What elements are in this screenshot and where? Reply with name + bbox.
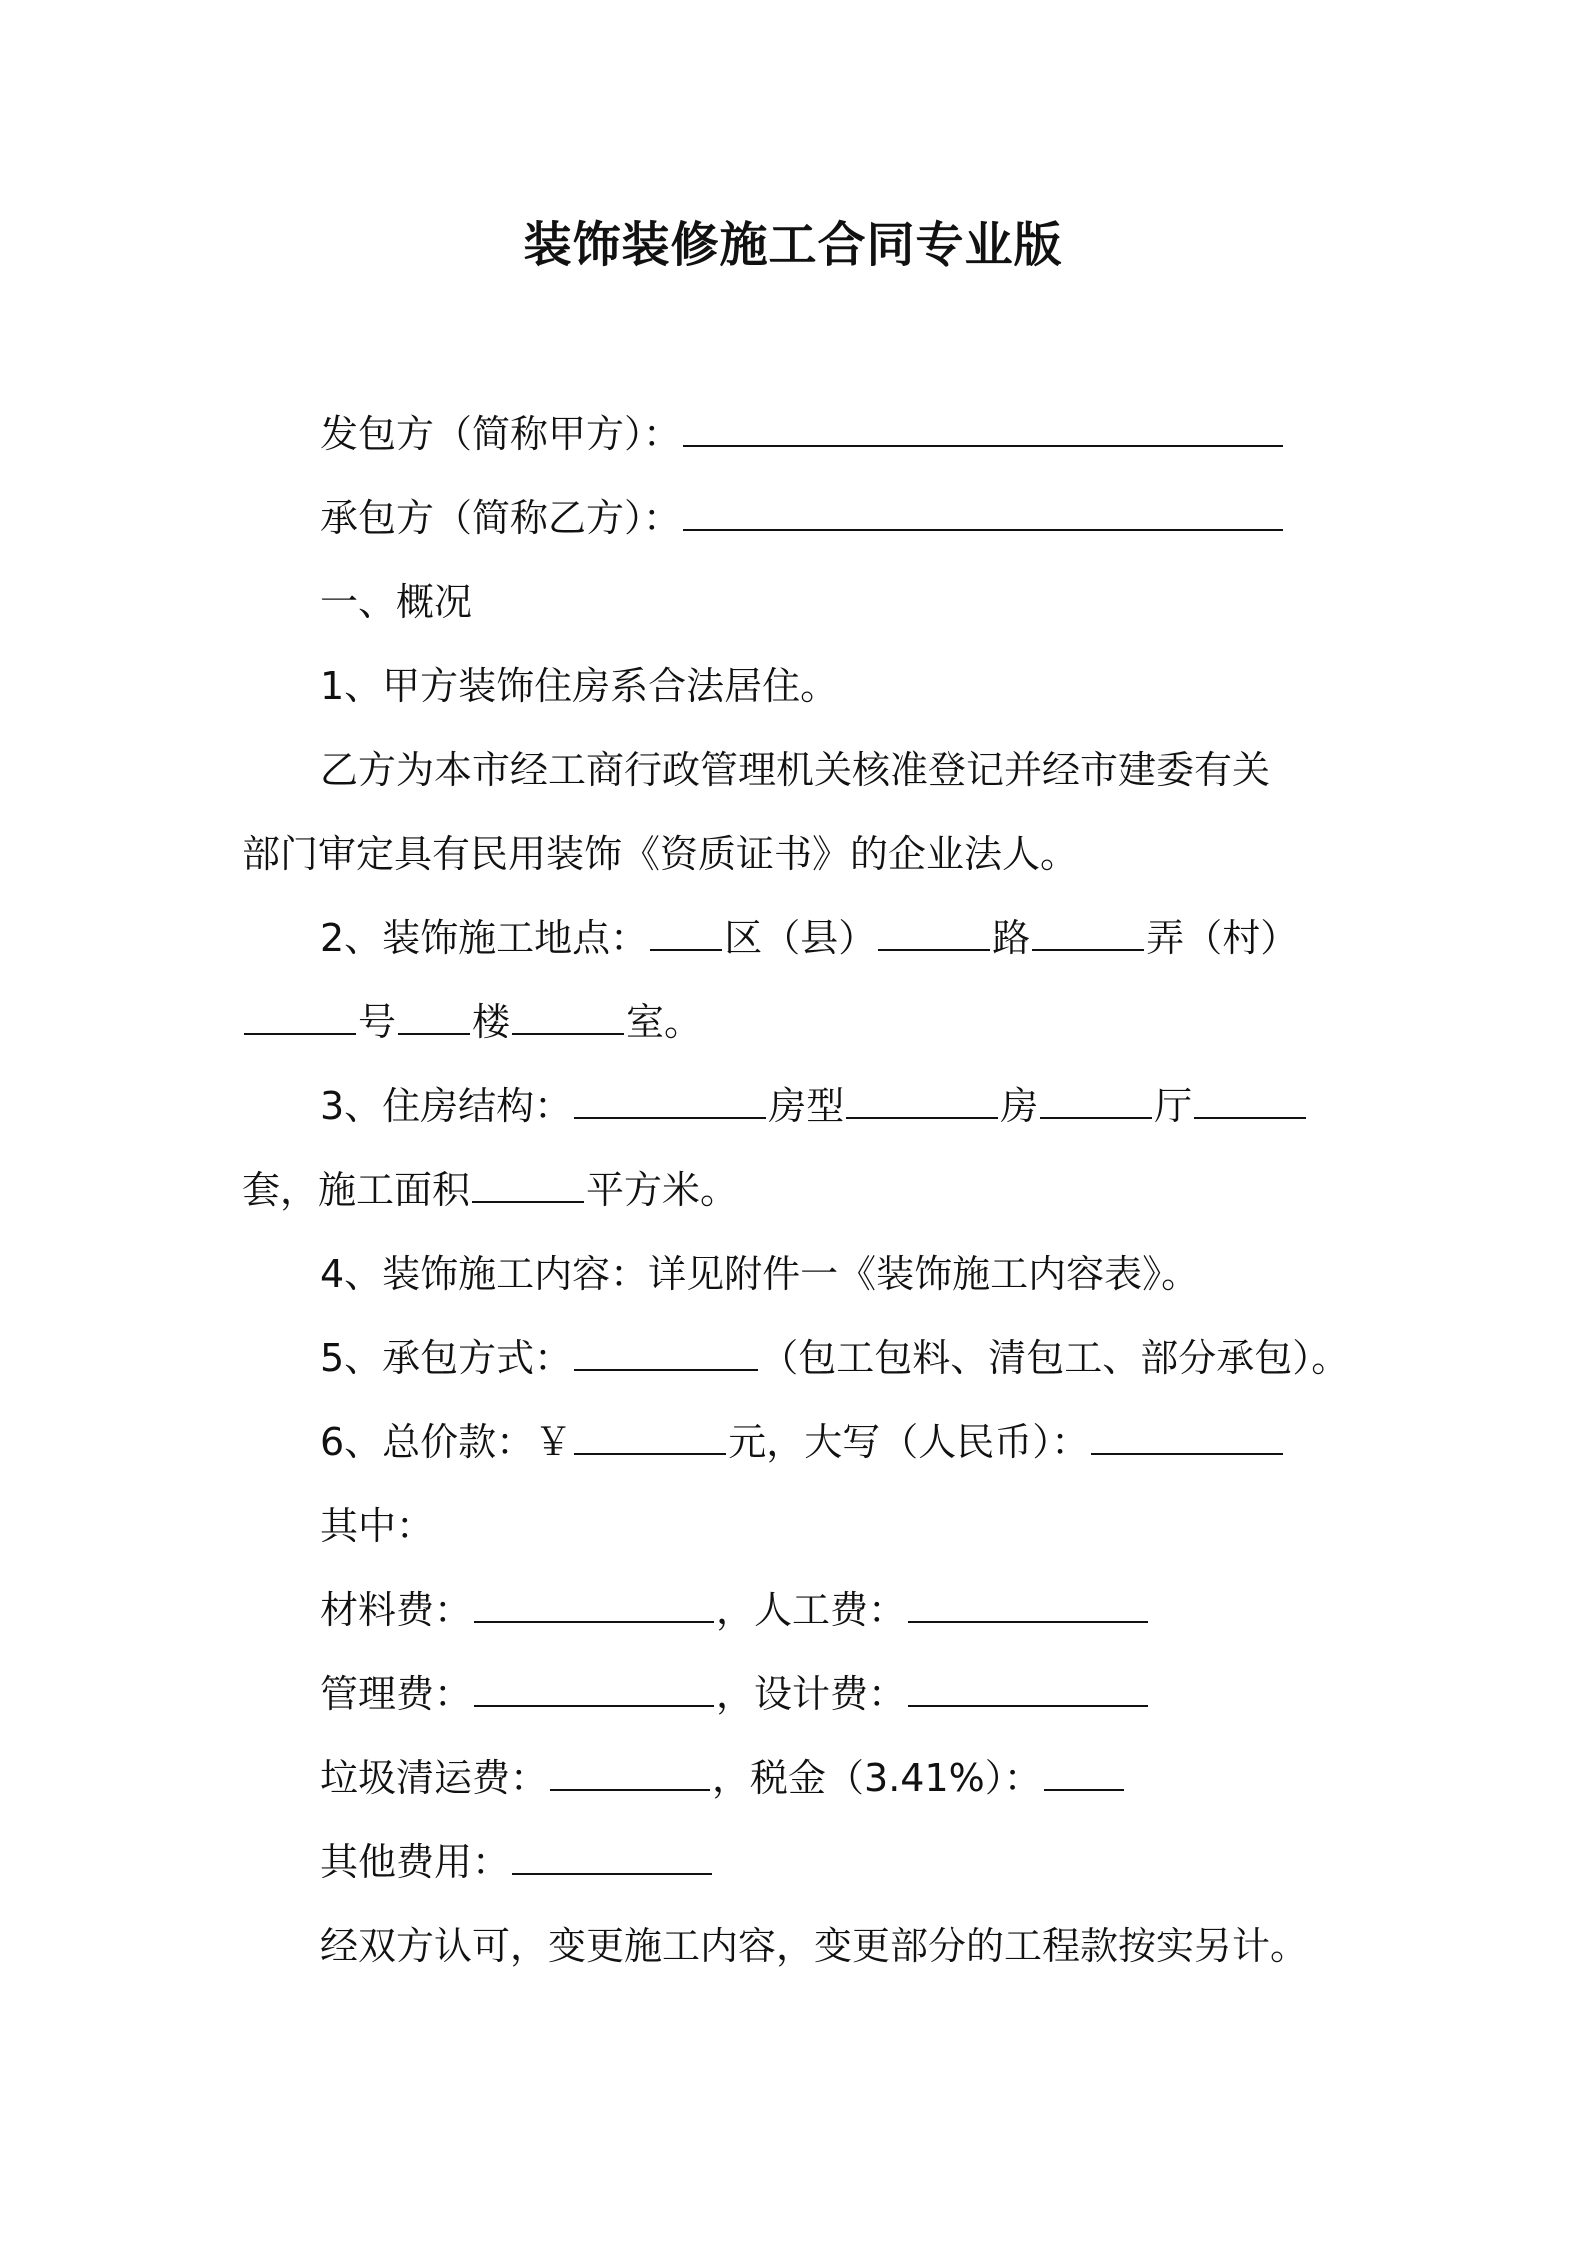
among-label: 其中：: [320, 1504, 435, 1548]
district-label: 区（县）: [724, 916, 877, 960]
item-2-line1: [320, 910, 1298, 966]
item-5-prefix: 5、承包方式：: [320, 1336, 573, 1380]
number-label: 号: [358, 1000, 397, 1044]
structure-blank[interactable]: [574, 1085, 766, 1119]
area-blank[interactable]: [472, 1169, 584, 1203]
item-2-line2: [242, 994, 702, 1050]
material-blank[interactable]: [474, 1589, 714, 1623]
halls-blank[interactable]: [1194, 1085, 1306, 1119]
material-label: 材料费：: [320, 1588, 473, 1632]
party-b-line: [320, 490, 1285, 546]
total-price-blank[interactable]: [574, 1421, 726, 1455]
party-a-label: 发包方（简称甲方）：: [320, 412, 682, 456]
management-design-line: [320, 1666, 1150, 1722]
party-a-line: [320, 406, 1285, 462]
item-3-line1: [320, 1078, 1308, 1134]
design-label: ，设计费：: [716, 1672, 907, 1716]
sets-label: 套，施工面积: [242, 1168, 471, 1212]
management-blank[interactable]: [474, 1673, 714, 1707]
para-b-line1: 乙方为本市经工商行政管理机关核准登记并经市建委有关: [320, 748, 1271, 792]
road-label: 路: [992, 916, 1031, 960]
contract-mode-blank[interactable]: [574, 1337, 758, 1371]
design-blank[interactable]: [908, 1673, 1148, 1707]
item-4: 4、装饰施工内容：详见附件一《装饰施工内容表》。: [320, 1252, 1200, 1296]
item-1: 1、甲方装饰住房系合法居住。: [320, 664, 839, 708]
number-blank[interactable]: [244, 1001, 356, 1035]
labor-label: ，人工费：: [716, 1588, 907, 1632]
waste-blank[interactable]: [550, 1757, 710, 1791]
room-label: 室。: [626, 1000, 703, 1044]
closing-paragraph: 经双方认可，变更施工内容，变更部分的工程款按实另计。: [320, 1924, 1309, 1968]
item-6: [320, 1414, 1285, 1470]
building-blank[interactable]: [398, 1001, 470, 1035]
building-label: 楼: [472, 1000, 511, 1044]
other-fees-label: 其他费用：: [320, 1840, 511, 1884]
item-3-line2: [242, 1162, 738, 1218]
rooms-blank[interactable]: [1040, 1085, 1152, 1119]
lane-blank[interactable]: [1032, 917, 1144, 951]
party-b-blank[interactable]: [683, 497, 1283, 531]
contract-mode-options: （包工包料、清包工、部分承包）。: [760, 1336, 1350, 1380]
para-b-line2: 部门审定具有民用装饰《资质证书》的企业法人。: [242, 832, 1079, 876]
party-a-blank[interactable]: [683, 413, 1283, 447]
party-b-label: 承包方（简称乙方）：: [320, 496, 682, 540]
lane-label: 弄（村）: [1146, 916, 1299, 960]
section-1-heading: 一、概况: [320, 580, 473, 624]
material-labor-line: [320, 1582, 1150, 1638]
other-fees-blank[interactable]: [512, 1841, 712, 1875]
halls-label: 厅: [1154, 1084, 1193, 1128]
item-5: [320, 1330, 1349, 1386]
other-fees-line: [320, 1834, 714, 1890]
road-blank[interactable]: [878, 917, 990, 951]
room-blank[interactable]: [512, 1001, 624, 1035]
tax-blank[interactable]: [1044, 1757, 1124, 1791]
waste-tax-line: [320, 1750, 1126, 1806]
item-3-prefix: 3、住房结构：: [320, 1084, 573, 1128]
total-price-words-blank[interactable]: [1091, 1421, 1283, 1455]
rooms-label: 房: [1000, 1084, 1039, 1128]
district-blank[interactable]: [650, 917, 722, 951]
management-label: 管理费：: [320, 1672, 473, 1716]
type-label: 房型: [768, 1084, 845, 1128]
area-unit: 平方米。: [586, 1168, 739, 1212]
item-2-prefix: 2、装饰施工地点：: [320, 916, 649, 960]
yuan-label: 元，大写（人民币）：: [728, 1420, 1090, 1464]
type-blank[interactable]: [846, 1085, 998, 1119]
item-6-prefix: 6、总价款：￥: [320, 1420, 573, 1464]
labor-blank[interactable]: [908, 1589, 1148, 1623]
tax-label: ，税金（3.41%）：: [712, 1756, 1042, 1800]
document-title: 装饰装修施工合同专业版: [523, 217, 1063, 273]
waste-label: 垃圾清运费：: [320, 1756, 549, 1800]
